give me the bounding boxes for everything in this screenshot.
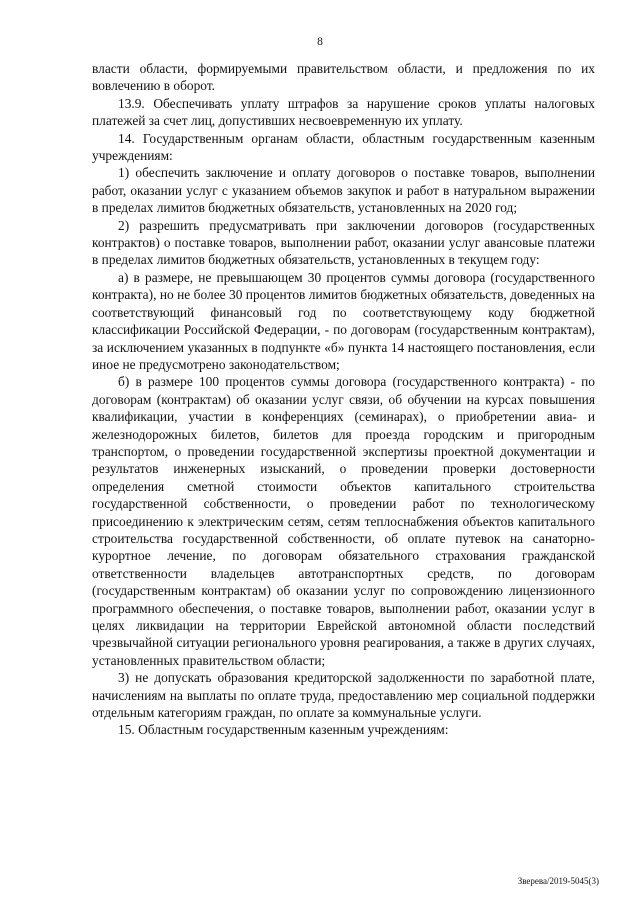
paragraph-14-2-a: а) в размере, не превышающем 30 процентов суммы договора (государственного контракта), но не более 30 процентов лимитов бюджетных обязательств, доведенных на соответствующий финансовый год по соответствующему коду бюджетной классификации Российской Федерации, - по договорам (государственным контрактам), за исключением указанных в подпункте «б» пункта 14 настоящего постановления, если иное не предусмотрено законодательством; (92, 269, 595, 372)
page-number: 8 (317, 36, 323, 48)
document-body (92, 60, 595, 739)
document-footer-code: Зверева/2019-5045(3) (517, 876, 599, 886)
paragraph-14-1: 1) обеспечить заключение и оплату договоров о поставке товаров, выполнении работ, оказании услуг с указанием объемов закупок и работ в натуральном выражении в пределах лимитов бюджетных обязательств, установленных на 2020 год; (92, 165, 595, 216)
paragraph-14-3: 3) не допускать образования кредиторской задолженности по заработной плате, начислениям на выплаты по оплате труда, предоставлению мер социальной поддержки отдельным категориям граждан, по оплате за коммунальные услуги. (92, 670, 595, 721)
paragraph-13-9: 13.9. Обеспечивать уплату штрафов за нарушение сроков уплаты налоговых платежей за счет лиц, допустивших несвоевременную их уплату. (92, 95, 595, 129)
paragraph-14-2-b: б) в размере 100 процентов суммы договора (государственного контракта) - по договорам (контрактам) об оказании услуг связи, об обучении на курсах повышения квалификации, участии в конференциях (семинарах), о приобретении авиа- и железнодорожных билетов, билетов для проезда городским и пригородным транспортом, о проведении государственной экспертизы проектной документации и результатов инженерных изысканий, о проведении проверки достоверности определения сметной стоимости объектов капитального строительства государственной собственности, о проведении работ по технологическому присоединению к электрическим сетям, сетям теплоснабжения объектов капитального строительства государственной собственности, об оплате путевок на санаторно-курортное лечение, по договорам обязательного страхования гражданской ответственности владельцев автотранспортных средств, по договорам (государственным контрактам) об оказании услуг по сопровождению лицензионного программного обеспечения, о поставке товаров, выполнении работ, оказании услуг в целях ликвидации на территории Еврейской автономной области последствий чрезвычайной ситуации регионального уровня реагирования, а также в других случаях, установленных правительством области; (92, 374, 595, 668)
paragraph-15: 15. Областным государственным казенным учреждениям: (118, 722, 449, 738)
paragraph-continuation: власти области, формируемыми правительством области, и предложения по их вовлечению в оборот. (92, 61, 595, 94)
paragraph-14-2: 2) разрешить предусматривать при заключении договоров (государственных контрактов) о поставке товаров, выполнении работ, оказании услуг авансовые платежи в пределах лимитов бюджетных обязательств, установленных в текущем году: (92, 217, 595, 268)
paragraph-14: 14. Государственным органам области, областным государственным казенным учреждениям: (92, 130, 595, 164)
